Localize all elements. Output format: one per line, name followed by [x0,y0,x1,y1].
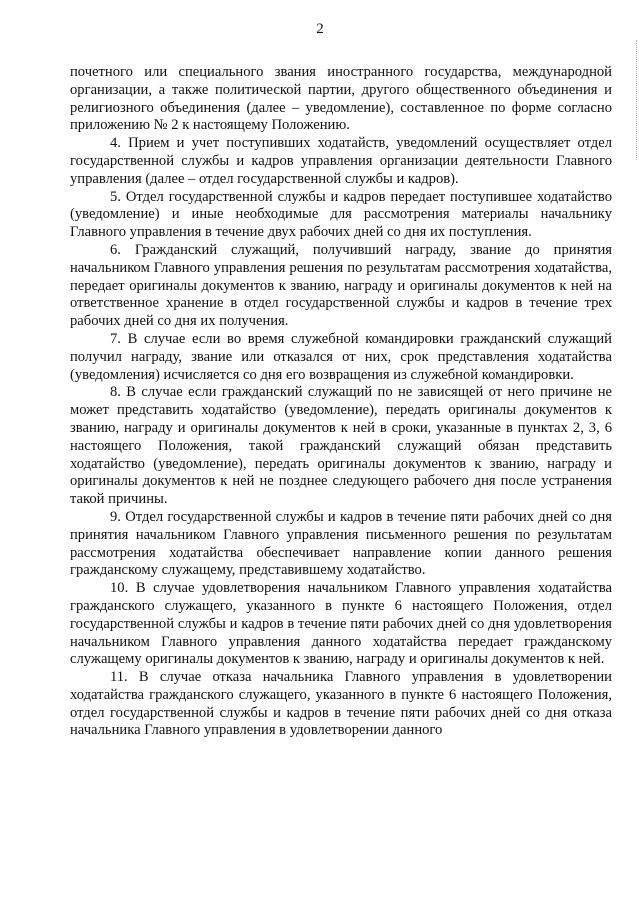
paragraph-continuation: почетного или специального звания иностранного государства, международной организации, а также политической партии, другого общественного объединения и религиозного объединения (далее – уведомление), составленное по форме согласно приложению № 2 к настоящему Положению. [70,64,612,134]
paragraph-item-11: 11. В случае отказа начальника Главного управления в удовлетворении ходатайства гражданского служащего, указанного в пункте 6 настоящего Положения, отдел государственной службы и кадров в течение пяти рабочих дней со дня отказа начальника Главного управления в удовлетворении данного [70,669,612,739]
paragraph-item-4: 4. Прием и учет поступивших ходатайств, уведомлений осуществляет отдел государственной службы и кадров управления организации деятельности Главного управления (далее – отдел государственной службы и кадров). [70,135,612,187]
document-body [70,64,612,740]
scan-edge-mark [633,40,637,160]
paragraph-item-10: 10. В случае удовлетворения начальником Главного управления ходатайства гражданского служащего, указанного в пункте 6 настоящего Положения, отдел государственной службы и кадров в течение пяти рабочих дней со дня удовлетворения начальником Главного управления данного ходатайства передает гражданскому служащему оригиналы документов к званию, награду и оригиналы документов к ней. [70,580,612,668]
paragraph-item-7: 7. В случае если во время служебной командировки гражданский служащий получил награду, звание или отказался от них, срок представления ходатайства (уведомления) исчисляется со дня его возвращения из служебной командировки. [70,330,612,383]
paragraph-item-6: 6. Гражданский служащий, получивший награду, звание до принятия начальником Главного управления решения по результатам рассмотрения ходатайства, передает оригиналы документов к званию, награду и оригиналы документов к ней на ответственное хранение в отдел государственной службы и кадров в течение трех рабочих дней со дня их получения. [70,241,612,330]
paragraph-item-9: 9. Отдел государственной службы и кадров в течение пяти рабочих дней со дня принятия начальником Главного управления письменного решения по результатам рассмотрения ходатайства обеспечивает направление копии данного решения гражданскому служащему, представившему ходатайство. [70,508,612,579]
paragraph-item-8: 8. В случае если гражданский служащий по не зависящей от него причине не может представить ходатайство (уведомление), передать оригиналы документов к званию, награду и оригиналы документов к ней в сроки, указанные в пунктах 2, 3, 6 настоящего Положения, такой гражданский служащий обязан представить ходатайство (уведомление), передать оригиналы документов к званию, награду и оригиналы документов к ней не позднее следующего рабочего дня после устранения такой причины. [70,384,612,508]
paragraph-item-5: 5. Отдел государственной службы и кадров передает поступившее ходатайство (уведомление) и иные необходимые для рассмотрения материалы начальнику Главного управления в течение двух рабочих дней со дня их поступления. [70,188,612,241]
page-number: 2 [316,21,324,37]
